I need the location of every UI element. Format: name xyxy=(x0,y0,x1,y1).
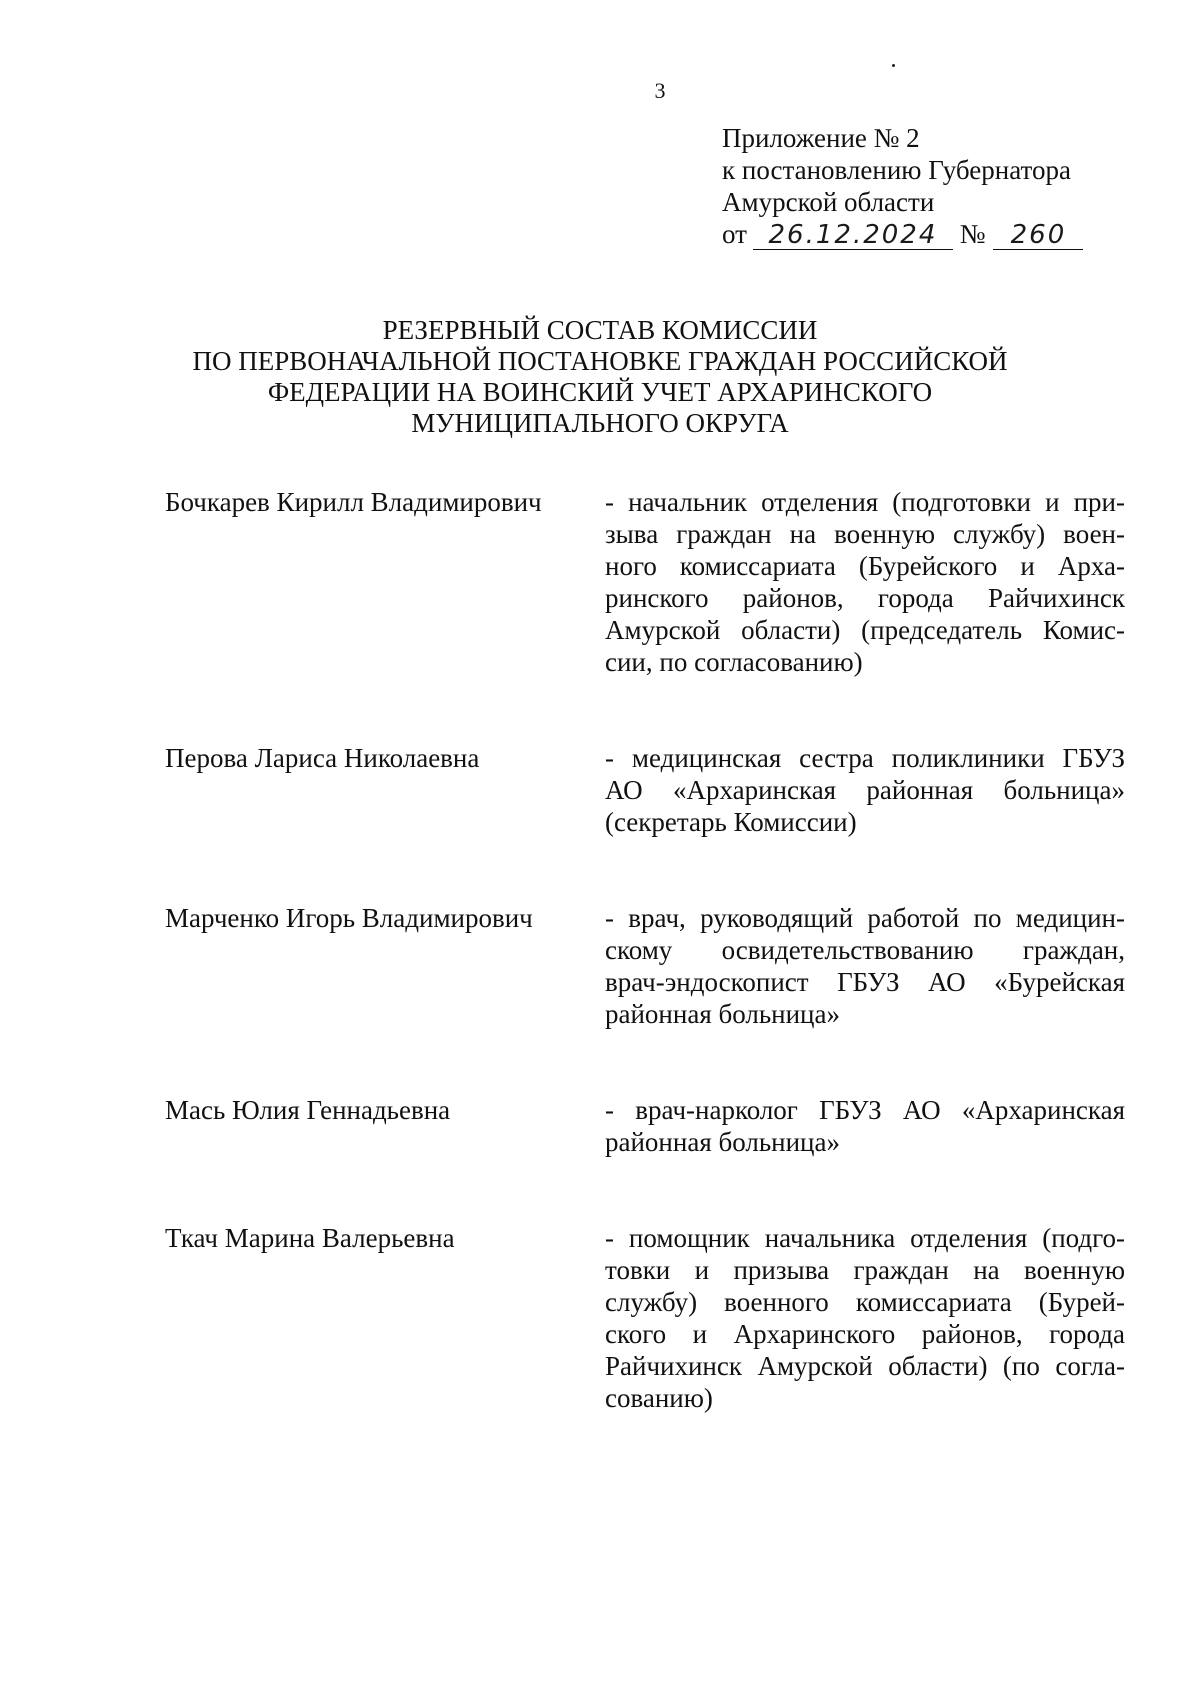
role-line: ринского районов, города Райчихинск xyxy=(605,583,1125,613)
from-label: от xyxy=(722,219,747,249)
handwritten-number: 260 xyxy=(993,221,1083,250)
member-role xyxy=(605,486,1125,678)
member-entry xyxy=(165,742,1125,838)
member-entry xyxy=(165,1222,1125,1414)
member-name: Перова Лариса Николаевна xyxy=(165,743,480,773)
role-line: АО «Архаринская районная больница» xyxy=(605,775,1125,805)
appendix-header xyxy=(722,122,1122,250)
member-name: Марченко Игорь Владимирович xyxy=(165,903,533,933)
role-line: - начальник отделения (подготовки и при- xyxy=(605,487,1125,517)
appendix-line-1: Приложение № 2 xyxy=(722,123,920,153)
scan-dot xyxy=(892,64,895,67)
role-line: - врач, руководящий работой по медицин- xyxy=(605,903,1125,933)
role-line: районная больница» xyxy=(605,1127,840,1157)
member-role xyxy=(605,1094,1125,1158)
title-line-3: ФЕДЕРАЦИИ НА ВОИНСКИЙ УЧЕТ АРХАРИНСКОГО xyxy=(267,377,933,407)
member-entry xyxy=(165,1094,1125,1158)
page-number: 3 xyxy=(654,78,666,103)
member-role xyxy=(605,1222,1125,1414)
number-label: № xyxy=(959,219,986,249)
role-line: - помощник начальника отделения (подго- xyxy=(605,1223,1125,1253)
member-role xyxy=(605,742,1125,838)
role-line: ского и Архаринского районов, города xyxy=(605,1319,1125,1349)
member-role xyxy=(605,902,1125,1030)
appendix-line-2: к постановлению Губернатора xyxy=(722,155,1071,185)
role-line: Райчихинск Амурской области) (по согла- xyxy=(605,1351,1125,1381)
title-line-2: ПО ПЕРВОНАЧАЛЬНОЙ ПОСТАНОВКЕ ГРАЖДАН РОССИЙСКОЙ xyxy=(192,346,1008,376)
role-line: врач-эндоскопист ГБУЗ АО «Бурейская xyxy=(605,967,1125,997)
role-line: сованию) xyxy=(605,1383,713,1413)
role-line: районная больница» xyxy=(605,999,840,1029)
title-line-4: МУНИЦИПАЛЬНОГО ОКРУГА xyxy=(411,408,789,438)
role-line: (секретарь Комиссии) xyxy=(605,807,857,837)
member-name: Бочкарев Кирилл Владимирович xyxy=(165,487,542,517)
role-line: зыва граждан на военную службу) воен- xyxy=(605,519,1125,549)
appendix-line-3: Амурской области xyxy=(722,187,935,217)
members-list xyxy=(165,486,1125,1414)
member-name: Мась Юлия Геннадьевна xyxy=(165,1095,451,1125)
appendix-line-4 xyxy=(722,218,1122,250)
member-name: Ткач Марина Валерьевна xyxy=(165,1223,455,1253)
role-line: сии, по согласованию) xyxy=(605,647,863,677)
handwritten-date: 26.12.2024 xyxy=(753,221,953,250)
role-line: скому освидетельствованию граждан, xyxy=(605,935,1125,965)
role-line: - медицинская сестра поликлиники ГБУЗ xyxy=(605,743,1125,773)
member-entry xyxy=(165,902,1125,1030)
role-line: Амурской области) (председатель Комис- xyxy=(605,615,1125,645)
document-title xyxy=(160,315,1040,439)
role-line: - врач-нарколог ГБУЗ АО «Архаринская xyxy=(605,1095,1125,1125)
member-entry xyxy=(165,486,1125,678)
role-line: товки и призыва граждан на военную xyxy=(605,1255,1125,1285)
role-line: службу) военного комиссариата (Бурей- xyxy=(605,1287,1125,1317)
role-line: ного комиссариата (Бурейского и Арха- xyxy=(605,551,1125,581)
title-line-1: РЕЗЕРВНЫЙ СОСТАВ КОМИССИИ xyxy=(382,315,818,345)
